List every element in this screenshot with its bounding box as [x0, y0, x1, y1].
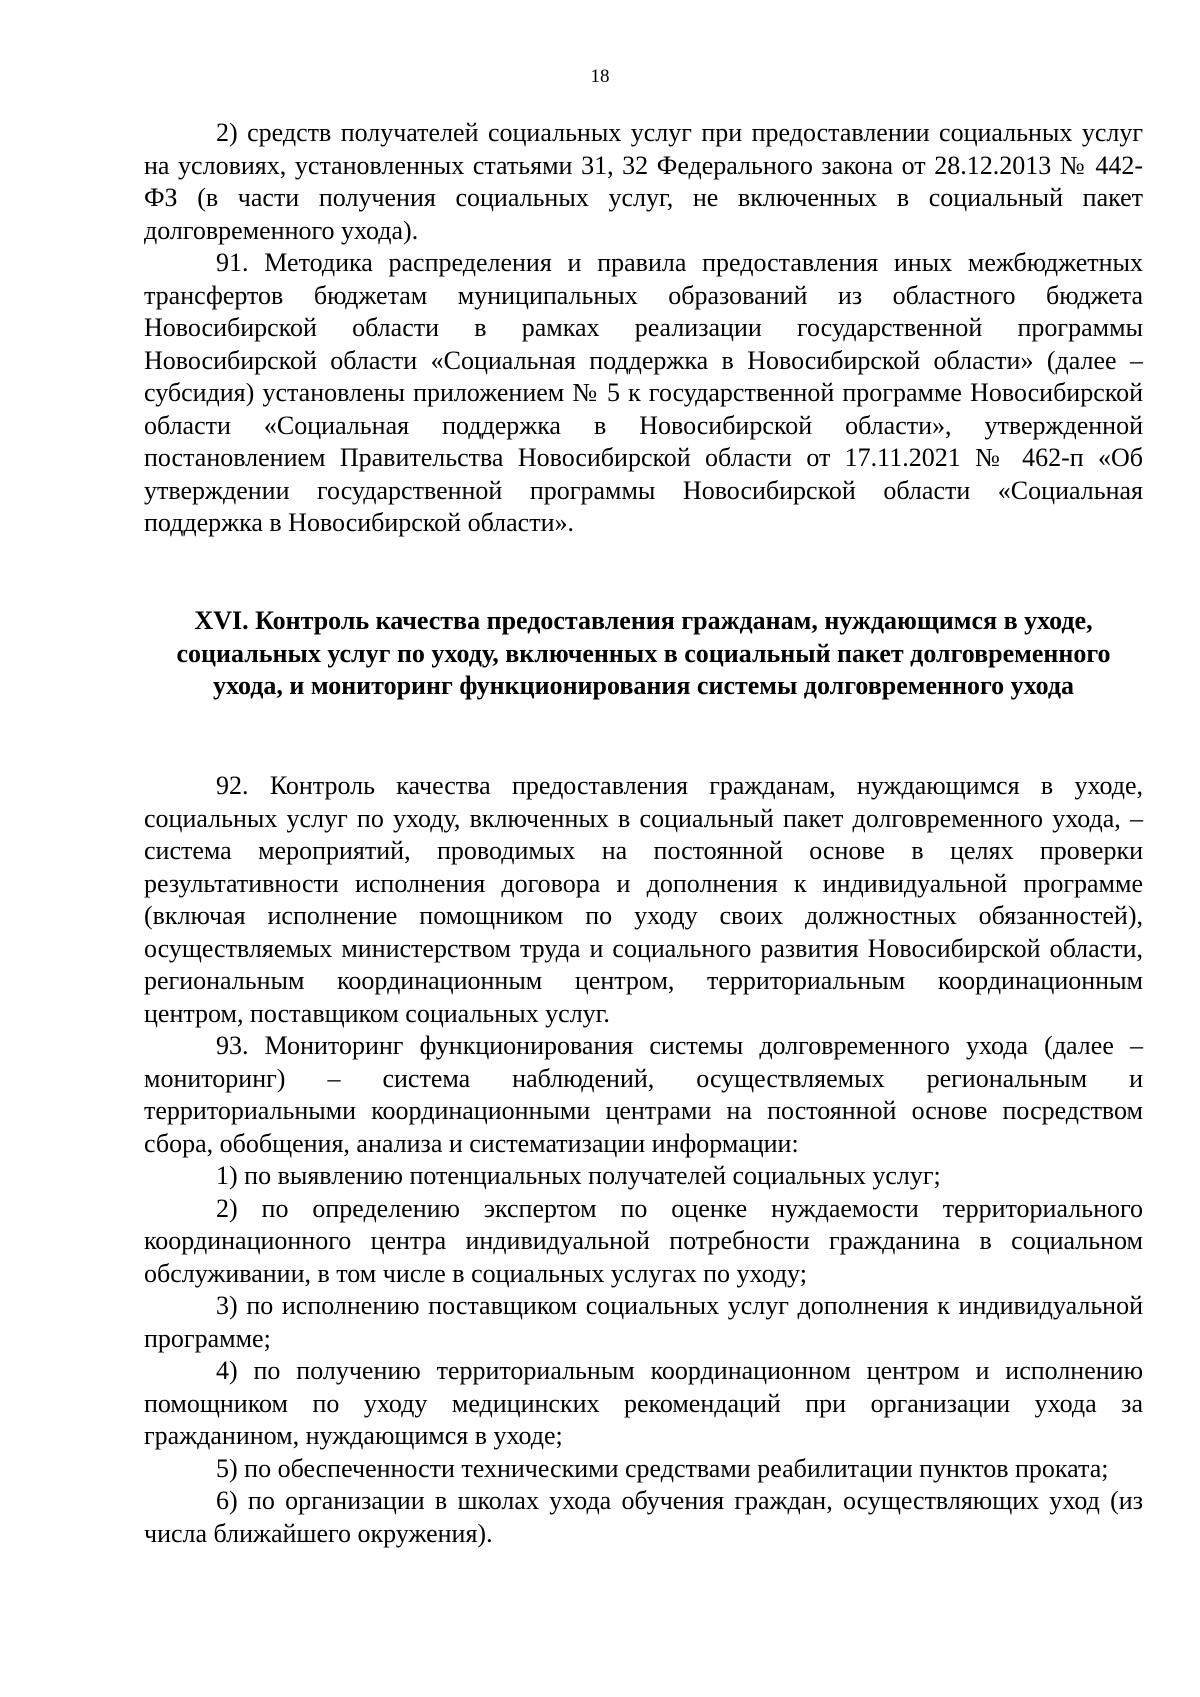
- page-number: 18: [590, 66, 610, 87]
- paragraph-item-2-funds: 2) средств получателей социальных услуг при предоставлении социальных услуг на условиях, установленных статьями 31, 32 Федерального закона от 28.12.2013 № 442-ФЗ (в части получения социальных услуг, не включенных в социальный пакет долговременного ухода).: [144, 118, 1143, 245]
- text-block-top: [144, 117, 1143, 540]
- list-item-4: 4) по получению территориальным координационном центром и исполнению помощником по уходу медицинских рекомендаций при организации ухода за гражданином, нуждающимся в уходе;: [144, 1356, 1143, 1450]
- list-item-2: 2) по определению экспертом по оценке нуждаемости территориального координационного центра индивидуальной потребности гражданина в социальном обслуживании, в том числе в социальных услугах по уходу;: [144, 1193, 1143, 1288]
- list-item-5: 5) по обеспеченности техническими средствами реабилитации пунктов проката;: [216, 1453, 1109, 1483]
- paragraph-93: 93. Мониторинг функционирования системы долговременного ухода (далее – мониторинг) – система наблюдений, осуществляемых региональным и территориальными координационными центрами на постоянной основе посредством сбора, обобщения, анализа и систематизации информации:: [144, 1031, 1143, 1158]
- text-block-bottom: [144, 770, 1143, 1550]
- paragraph-91: 91. Методика распределения и правила предоставления иных межбюджетных трансфертов бюджетам муниципальных образований из областного бюджета Новосибирской области в рамках реализации государственной программы Новосибирской области «Социальная поддержка в Новосибирской области» (далее – субсидия) установлены приложением № 5 к государственной программе Новосибирской области «Социальная поддержка в Новосибирской области», утвержденной постановлением Правительства Новосибирской области от 17.11.2021 № 462-п «Об утверждении государственной программы Новосибирской области «Социальная поддержка в Новосибирской области».: [144, 248, 1143, 537]
- list-item-3: 3) по исполнению поставщиком социальных услуг дополнения к индивидуальной программе;: [144, 1291, 1143, 1353]
- list-item-1: 1) по выявлению потенциальных получателей социальных услуг;: [216, 1161, 941, 1190]
- list-item-6: 6) по организации в школах ухода обучения граждан, осуществляющих уход (из числа ближайшего окружения).: [144, 1486, 1143, 1548]
- paragraph-92: 92. Контроль качества предоставления гражданам, нуждающимся в уходе, социальных услуг по уходу, включенных в социальный пакет долговременного ухода, – система мероприятий, проводимых на постоянной основе в целях проверки результативности исполнения договора и дополнения к индивидуальной программе (включая исполнение помощником по уходу своих должностных обязанностей), осуществляемых министерством труда и социального развития Новосибирской области, региональным координационным центром, территориальным координационным центром, поставщиком социальных услуг.: [144, 771, 1143, 1028]
- section-heading-xvi: XVI. Контроль качества предоставления гражданам, нуждающимся в уходе, социальных услуг по уходу, включенных в социальный пакет долговременного ухода, и мониторинг функционирования системы долговременного ухода: [176, 606, 1111, 700]
